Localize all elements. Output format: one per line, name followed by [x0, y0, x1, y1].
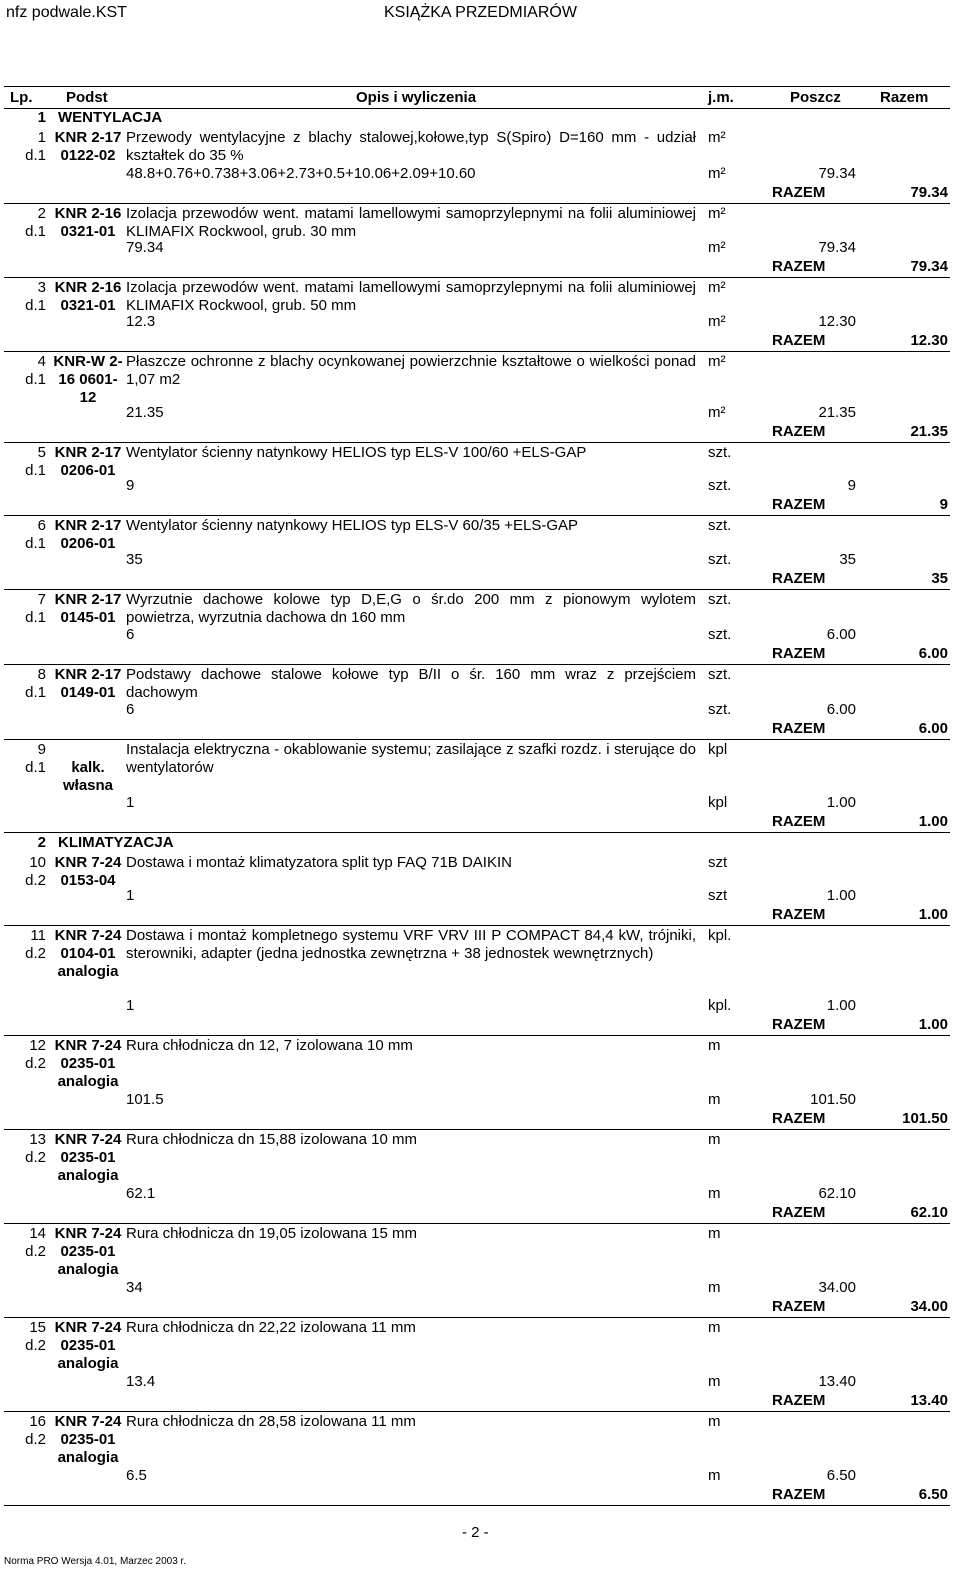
item-sub: d.2 — [25, 1055, 46, 1072]
item-description: Dostawa i montaż klimatyzatora split typ FAQ 71B DAIKIN — [126, 854, 512, 871]
col-podst: Podst — [66, 89, 108, 106]
razem-label: RAZEM — [772, 184, 826, 201]
col-poszcz: Poszcz — [790, 89, 841, 106]
item-description: Podstawy dachowe stalowe kołowe typ B/II o śr. 160 mm wraz z przejściem dachowym — [126, 666, 696, 701]
item-calc-unit: m² — [708, 239, 726, 256]
item-poszcz: 6.50 — [826, 1467, 856, 1484]
razem-value: 1.00 — [918, 906, 948, 923]
razem-label: RAZEM — [772, 813, 826, 830]
item-calc-unit: kpl. — [708, 997, 732, 1014]
item-podst: analogia — [57, 963, 119, 980]
item-unit: szt. — [708, 666, 732, 683]
item-description: Rura chłodnicza dn 19,05 izolowana 15 mm — [126, 1225, 417, 1242]
item-poszcz: 79.34 — [818, 165, 856, 182]
item-podst: KNR 2-17 — [54, 517, 122, 534]
item-podst: kalk. — [71, 759, 105, 776]
item-poszcz: 13.40 — [818, 1373, 856, 1390]
item-lp: 7 — [37, 591, 46, 608]
item-sub: d.2 — [25, 1431, 46, 1448]
item-calc-unit: m² — [708, 404, 726, 421]
item-calc-unit: m² — [708, 165, 726, 182]
item-calc: 6 — [126, 701, 135, 718]
item-unit: szt. — [708, 517, 732, 534]
item-poszcz: 101.50 — [810, 1091, 856, 1108]
page-number: - 2 - — [462, 1524, 489, 1541]
item-podst: KNR 7-24 — [54, 1225, 122, 1242]
razem-value: 35 — [931, 570, 948, 587]
table-row — [4, 128, 950, 204]
razem-value: 34.00 — [910, 1298, 948, 1315]
item-description: Dostawa i montaż kompletnego systemu VRF VRV III P COMPACT 84,4 kW, trójniki, sterowniki, adapter (jedna jednostka zewnętrzna + 38 jednostek wewnętrznych) — [126, 927, 696, 962]
table-header — [4, 86, 950, 109]
section-name: WENTYLACJA — [58, 109, 163, 126]
item-description: Rura chłodnicza dn 15,88 izolowana 10 mm — [126, 1131, 417, 1148]
item-podst: 0235-01 — [60, 1055, 116, 1072]
item-calc: 35 — [126, 551, 143, 568]
item-sub: d.1 — [25, 462, 46, 479]
item-poszcz: 9 — [847, 477, 856, 494]
item-calc-unit: szt. — [708, 701, 732, 718]
item-calc: 1 — [126, 887, 135, 904]
item-poszcz: 1.00 — [826, 887, 856, 904]
item-poszcz: 1.00 — [826, 794, 856, 811]
col-jm: j.m. — [708, 89, 734, 106]
item-sub: d.1 — [25, 371, 46, 388]
table-row — [4, 352, 950, 443]
table-row — [4, 740, 950, 833]
item-podst: KNR 2-17 — [54, 666, 122, 683]
razem-value: 9 — [939, 496, 948, 513]
item-description: Przewody wentylacyjne z blachy stalowej,kołowe,typ S(Spiro) D=160 mm - udział kształtek do 35 % — [126, 129, 696, 164]
table-row — [4, 665, 950, 740]
item-calc: 6 — [126, 626, 135, 643]
section-row — [4, 833, 950, 853]
item-unit: m — [708, 1131, 721, 1148]
col-razem: Razem — [880, 89, 929, 106]
item-calc: 1 — [126, 997, 135, 1014]
item-podst: KNR 7-24 — [54, 854, 122, 871]
item-unit: m — [708, 1225, 721, 1242]
item-sub: d.1 — [25, 297, 46, 314]
item-calc: 48.8+0.76+0.738+3.06+2.73+0.5+10.06+2.09+10.60 — [126, 165, 476, 182]
item-podst: KNR 2-17 — [54, 591, 122, 608]
item-lp: 9 — [37, 741, 46, 758]
item-calc: 12.3 — [126, 313, 156, 330]
razem-value: 79.34 — [910, 184, 948, 201]
razem-label: RAZEM — [772, 258, 826, 275]
item-poszcz: 6.00 — [826, 626, 856, 643]
document-title: KSIĄŻKA PRZEDMIARÓW — [384, 4, 577, 21]
razem-label: RAZEM — [772, 1016, 826, 1033]
razem-label: RAZEM — [772, 423, 826, 440]
razem-value: 6.50 — [918, 1486, 948, 1503]
item-podst: KNR 2-16 — [54, 205, 122, 222]
razem-label: RAZEM — [772, 570, 826, 587]
item-poszcz: 12.30 — [818, 313, 856, 330]
section-number: 1 — [37, 109, 46, 126]
item-podst: KNR 7-24 — [54, 1131, 122, 1148]
item-poszcz: 35 — [839, 551, 856, 568]
razem-value: 6.00 — [918, 720, 948, 737]
item-description: Rura chłodnicza dn 28,58 izolowana 11 mm — [126, 1413, 416, 1430]
table-row — [4, 516, 950, 590]
razem-value: 101.50 — [902, 1110, 948, 1127]
table-row — [4, 1036, 950, 1130]
item-calc-unit: szt. — [708, 626, 732, 643]
item-podst: KNR 2-17 — [54, 129, 122, 146]
razem-label: RAZEM — [772, 1486, 826, 1503]
item-sub: d.2 — [25, 945, 46, 962]
item-poszcz: 34.00 — [818, 1279, 856, 1296]
table-row — [4, 1318, 950, 1412]
razem-value: 1.00 — [918, 1016, 948, 1033]
item-unit: m² — [708, 205, 726, 222]
item-calc: 13.4 — [126, 1373, 156, 1390]
item-podst: analogia — [57, 1449, 119, 1466]
section-number: 2 — [37, 834, 46, 851]
item-sub: d.2 — [25, 1149, 46, 1166]
item-podst: KNR-W 2- — [53, 353, 123, 370]
item-lp: 13 — [29, 1131, 46, 1148]
item-podst: 0206-01 — [60, 535, 116, 552]
item-sub: d.2 — [25, 1243, 46, 1260]
item-podst: 0321-01 — [60, 297, 116, 314]
item-poszcz: 79.34 — [818, 239, 856, 256]
item-podst: analogia — [57, 1355, 119, 1372]
razem-value: 6.00 — [918, 645, 948, 662]
item-podst: 0206-01 — [60, 462, 116, 479]
item-description: Instalacja elektryczna - okablowanie systemu; zasilające z szafki rozdz. i sterujące do wentylatorów — [126, 741, 696, 776]
item-lp: 12 — [29, 1037, 46, 1054]
item-calc: 79.34 — [126, 239, 164, 256]
table-row — [4, 204, 950, 278]
item-description: Wyrzutnie dachowe kolowe typ D,E,G o śr.do 200 mm z pionowym wylotem powietrza, wyrzutnia dachowa dn 160 mm — [126, 591, 696, 626]
item-calc: 9 — [126, 477, 135, 494]
item-podst: KNR 2-17 — [54, 444, 122, 461]
item-poszcz: 21.35 — [818, 404, 856, 421]
project-name: nfz podwale.KST — [6, 4, 127, 21]
item-unit: szt. — [708, 444, 732, 461]
col-opis: Opis i wyliczenia — [356, 89, 477, 106]
item-unit: szt. — [708, 591, 732, 608]
item-description: Wentylator ścienny natynkowy HELIOS typ ELS-V 100/60 +ELS-GAP — [126, 444, 587, 461]
item-sub: d.1 — [25, 759, 46, 776]
item-podst: 12 — [79, 389, 97, 406]
item-lp: 6 — [37, 517, 46, 534]
item-podst: KNR 2-16 — [54, 279, 122, 296]
section-row — [4, 108, 950, 128]
table-row — [4, 1412, 950, 1506]
item-podst: 0145-01 — [60, 609, 116, 626]
col-lp: Lp. — [10, 89, 33, 106]
item-description: Izolacja przewodów went. matami lamellowymi samoprzylepnymi na folii aluminiowej KLIMAFIX Rockwool, grub. 30 mm — [126, 205, 696, 240]
item-calc: 34 — [126, 1279, 143, 1296]
item-unit: m² — [708, 279, 726, 296]
item-lp: 11 — [30, 927, 46, 944]
item-lp: 15 — [29, 1319, 46, 1336]
item-lp: 8 — [37, 666, 46, 683]
table-row — [4, 926, 950, 1036]
razem-label: RAZEM — [772, 332, 826, 349]
item-unit: kpl — [708, 741, 728, 758]
table-row — [4, 443, 950, 516]
razem-label: RAZEM — [772, 720, 826, 737]
item-poszcz: 6.00 — [826, 701, 856, 718]
item-description: Płaszcze ochronne z blachy ocynkowanej powierzchnie kształtowe o wielkości ponad 1,07 m2 — [126, 353, 696, 388]
table-row — [4, 278, 950, 352]
item-description: Rura chłodnicza dn 22,22 izolowana 11 mm — [126, 1319, 416, 1336]
item-podst: analogia — [57, 1167, 119, 1184]
razem-value: 1.00 — [918, 813, 948, 830]
estimate-table — [4, 108, 950, 1506]
razem-label: RAZEM — [772, 1204, 826, 1221]
item-podst: 0235-01 — [60, 1337, 116, 1354]
item-sub: d.1 — [25, 147, 46, 164]
section-name: KLIMATYZACJA — [58, 834, 174, 851]
item-description: Izolacja przewodów went. matami lamellowymi samoprzylepnymi na folii aluminiowej KLIMAFIX Rockwool, grub. 50 mm — [126, 279, 696, 314]
razem-label: RAZEM — [772, 1392, 826, 1409]
item-calc-unit: m — [708, 1185, 721, 1202]
razem-value: 21.35 — [910, 423, 948, 440]
item-poszcz: 1.00 — [826, 997, 856, 1014]
item-unit: m² — [708, 353, 726, 370]
item-calc-unit: m — [708, 1467, 721, 1484]
item-calc-unit: szt — [708, 887, 728, 904]
item-lp: 10 — [29, 854, 46, 871]
item-podst: 0235-01 — [60, 1149, 116, 1166]
razem-value: 13.40 — [910, 1392, 948, 1409]
table-row — [4, 1130, 950, 1224]
item-calc-unit: m — [708, 1373, 721, 1390]
item-sub: d.1 — [25, 535, 46, 552]
item-podst: 0321-01 — [60, 223, 116, 240]
item-calc-unit: m — [708, 1279, 721, 1296]
item-calc-unit: m — [708, 1091, 721, 1108]
table-row — [4, 1224, 950, 1318]
table-row — [4, 853, 950, 926]
item-calc: 21.35 — [126, 404, 164, 421]
item-podst: 16 0601- — [58, 371, 118, 388]
item-unit: m — [708, 1413, 721, 1430]
item-calc: 6.5 — [126, 1467, 147, 1484]
item-calc: 1 — [126, 794, 135, 811]
item-calc-unit: szt. — [708, 551, 732, 568]
item-unit: m — [708, 1319, 721, 1336]
item-podst: 0235-01 — [60, 1431, 116, 1448]
item-podst: 0235-01 — [60, 1243, 116, 1260]
razem-label: RAZEM — [772, 496, 826, 513]
item-podst: 0104-01 — [60, 945, 116, 962]
item-lp: 4 — [37, 353, 46, 370]
item-lp: 16 — [29, 1413, 46, 1430]
item-description: Rura chłodnicza dn 12, 7 izolowana 10 mm — [126, 1037, 413, 1054]
item-unit: szt — [708, 854, 728, 871]
item-sub: d.1 — [25, 609, 46, 626]
item-sub: d.1 — [25, 223, 46, 240]
item-sub: d.2 — [25, 872, 46, 889]
table-row — [4, 590, 950, 665]
item-poszcz: 62.10 — [818, 1185, 856, 1202]
item-sub: d.2 — [25, 1337, 46, 1354]
razem-value: 79.34 — [910, 258, 948, 275]
item-calc: 62.1 — [126, 1185, 156, 1202]
item-podst: KNR 7-24 — [54, 1319, 122, 1336]
item-podst: KNR 7-24 — [54, 927, 122, 944]
item-sub: d.1 — [25, 684, 46, 701]
item-podst: analogia — [57, 1073, 119, 1090]
item-podst: KNR 7-24 — [54, 1037, 122, 1054]
item-description: Wentylator ścienny natynkowy HELIOS typ ELS-V 60/35 +ELS-GAP — [126, 517, 579, 534]
razem-value: 12.30 — [910, 332, 948, 349]
item-unit: kpl. — [708, 927, 732, 944]
item-lp: 2 — [37, 205, 46, 222]
item-podst: 0122-02 — [60, 147, 116, 164]
item-unit: m² — [708, 129, 726, 146]
item-calc-unit: kpl — [708, 794, 728, 811]
software-version: Norma PRO Wersja 4.01, Marzec 2003 r. — [4, 1556, 187, 1567]
razem-label: RAZEM — [772, 645, 826, 662]
item-lp: 5 — [37, 444, 46, 461]
item-calc: 101.5 — [126, 1091, 164, 1108]
item-lp: 1 — [37, 129, 46, 146]
item-lp: 14 — [29, 1225, 46, 1242]
razem-label: RAZEM — [772, 1110, 826, 1127]
item-lp: 3 — [37, 279, 46, 296]
item-calc-unit: szt. — [708, 477, 732, 494]
document-header — [0, 0, 960, 30]
item-unit: m — [708, 1037, 721, 1054]
razem-value: 62.10 — [910, 1204, 948, 1221]
item-podst: analogia — [57, 1261, 119, 1278]
item-podst: 0149-01 — [60, 684, 116, 701]
razem-label: RAZEM — [772, 1298, 826, 1315]
item-calc-unit: m² — [708, 313, 726, 330]
item-podst: własna — [62, 777, 114, 794]
item-podst: KNR 7-24 — [54, 1413, 122, 1430]
item-podst: 0153-04 — [60, 872, 116, 889]
razem-label: RAZEM — [772, 906, 826, 923]
